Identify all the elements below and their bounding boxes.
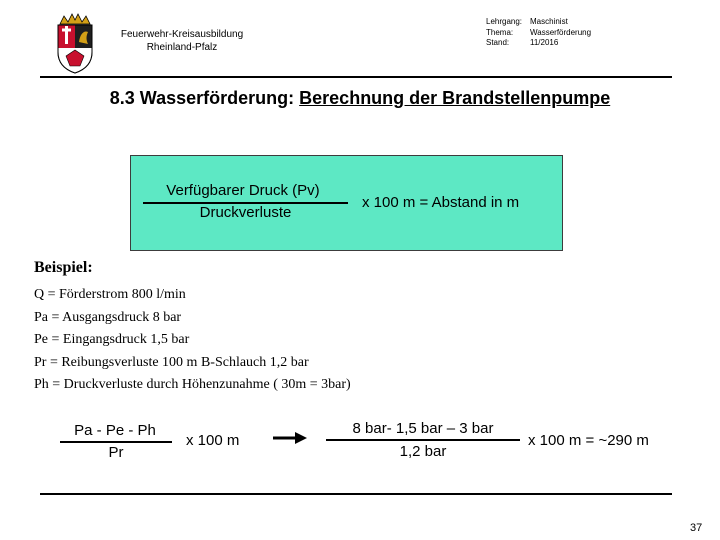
example-list	[34, 284, 351, 397]
meta-value: Maschinist	[530, 17, 568, 26]
calc-multiplier: x 100 m	[186, 432, 240, 449]
fraction-line	[326, 439, 520, 441]
org-line-1: Feuerwehr-Kreisausbildung	[120, 29, 244, 40]
calc-result: x 100 m = ~290 m	[528, 432, 649, 449]
meta-row-date	[486, 38, 591, 49]
page-title	[0, 88, 720, 109]
coat-of-arms-logo	[50, 12, 100, 74]
meta-key: Lehrgang:	[486, 17, 523, 26]
meta-row-course	[486, 17, 591, 28]
calc-numerator-symbolic: Pa - Pe - Ph	[74, 422, 156, 439]
calc-numerator-values: 8 bar- 1,5 bar – 3 bar	[352, 420, 494, 437]
example-line: Ph = Druckverluste durch Höhenzunahme ( 30m = 3bar)	[34, 377, 351, 392]
footer-divider	[40, 493, 672, 495]
example-line: Pa = Ausgangsdruck 8 bar	[34, 309, 182, 325]
meta-row-topic	[486, 28, 591, 39]
header-divider	[40, 76, 672, 78]
arrow-right-icon	[273, 431, 307, 445]
example-line: Q = Förderstrom 800 l/min	[34, 287, 186, 302]
example-line: Pr = Reibungsverluste 100 m B-Schlauch 1,2 bar	[34, 354, 309, 370]
formula-denominator: Druckverluste	[199, 204, 292, 221]
title-prefix: 8.3 Wasserförderung:	[109, 88, 300, 108]
org-line-2: Rheinland-Pfalz	[146, 42, 218, 53]
meta-value: 11/2016	[530, 38, 559, 47]
example-heading: Beispiel:	[34, 259, 93, 276]
course-meta	[486, 17, 591, 49]
organization-name	[108, 28, 256, 54]
calc-denominator-values: 1,2 bar	[399, 443, 447, 460]
fraction-line	[60, 441, 172, 443]
meta-key: Stand:	[486, 38, 510, 47]
meta-key: Thema:	[486, 27, 514, 37]
page-number: 37	[690, 522, 703, 534]
calc-denominator-symbolic: Pr	[108, 444, 124, 461]
formula-result: x 100 m = Abstand in m	[362, 194, 520, 211]
meta-value: Wasserförderung	[530, 27, 592, 37]
formula-numerator: Verfügbarer Druck (Pv)	[166, 182, 320, 199]
title-underlined: Berechnung der Brandstellenpumpe	[299, 88, 611, 108]
example-line: Pe = Eingangsdruck 1,5 bar	[34, 332, 190, 347]
